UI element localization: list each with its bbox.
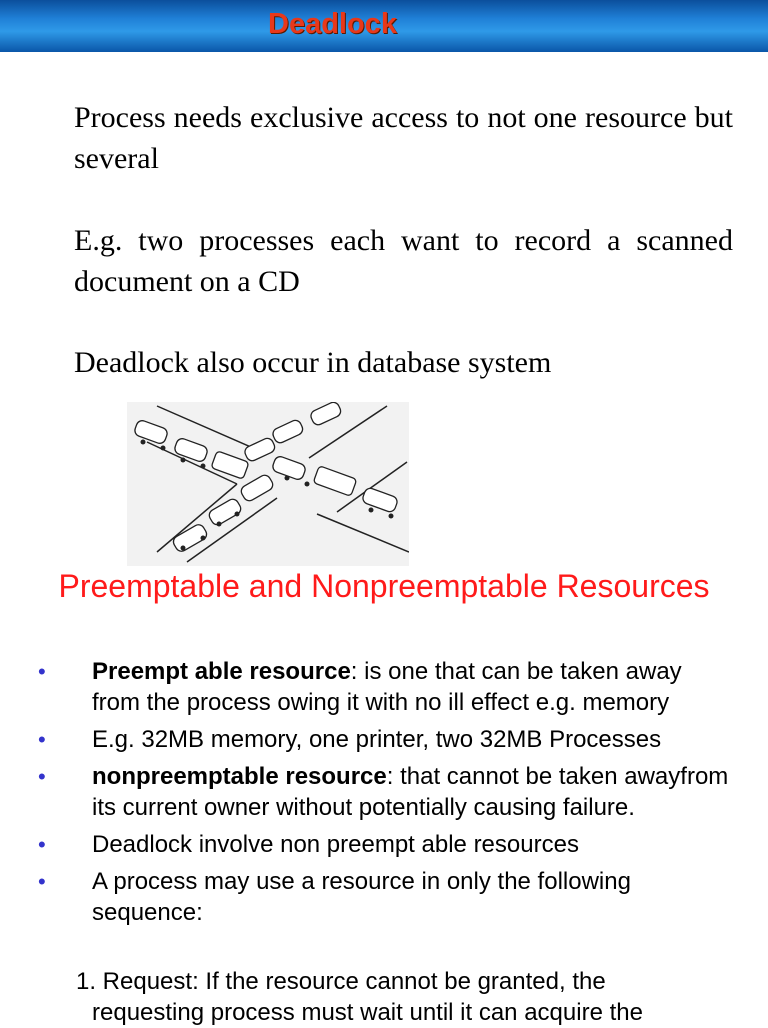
gridlock-drawing [127,402,409,566]
bullet-icon: • [38,659,46,684]
list-item [0,724,768,755]
step-number: 1. [76,968,97,995]
slide-title: Deadlock [268,8,397,40]
bullet-list [0,656,768,934]
step-line-1: Request: If the resource cannot be granted, the [96,968,606,995]
bullet-body: E.g. 32MB memory, one printer, two 32MB Processes [92,726,662,753]
numbered-step [76,966,716,1028]
bullet-icon: • [38,869,46,894]
list-item [0,866,768,928]
paragraph-example: E.g. two processes each want to record a scanned document on a CD [74,224,733,298]
list-item [0,829,768,860]
step-line-2: requesting process must wait until it can acquire the [92,999,643,1026]
list-item [0,761,768,823]
bullet-body: A process may use a resource in only the following sequence: [92,868,631,926]
traffic-gridlock-illustration [127,402,409,566]
paragraph-exclusive-access: Process needs exclusive access to not one resource but several [74,101,733,175]
bullet-icon: • [38,832,46,857]
bullet-icon: • [38,727,46,752]
list-item [0,656,768,718]
bullet-icon: • [38,764,46,789]
title-bar [0,0,768,52]
bullet-term: Preempt able resource [92,658,351,685]
paragraph-database: Deadlock also occur in database system [74,346,552,379]
section-title: Preemptable and Nonpreemptable Resources [58,568,710,604]
bullet-body: : that cannot be taken awayfrom its current owner without potentially causing failure. [92,763,729,821]
bullet-term: nonpreemptable resource [92,763,387,790]
bullet-body: Deadlock involve non preempt able resources [92,831,579,858]
bullet-body: : is one that can be taken away from the process owing it with no ill effect e.g. memory [92,658,682,716]
